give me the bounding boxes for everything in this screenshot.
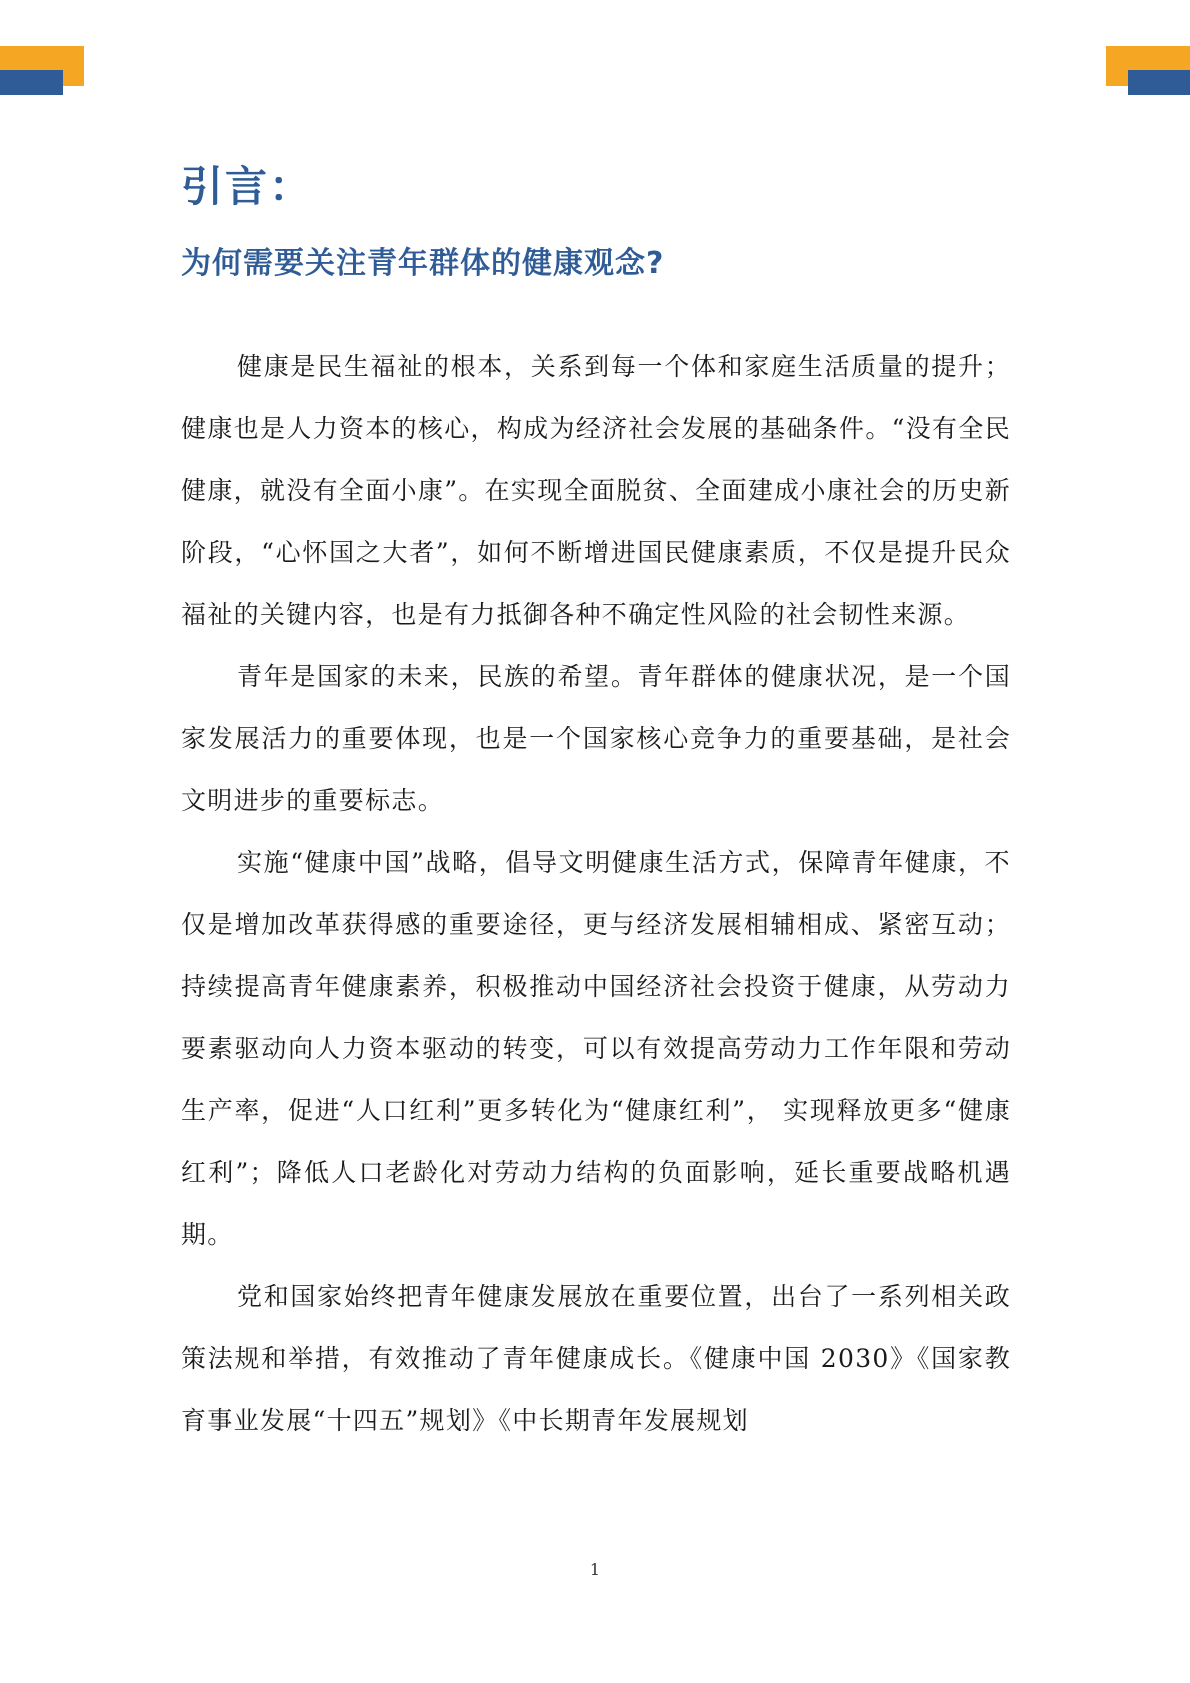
body-text: [181, 336, 1011, 1452]
paragraph-3: 实施“健康中国”战略，倡导文明健康生活方式，保障青年健康，不仅是增加改革获得感的重要途径，更与经济发展相辅相成、紧密互动；持续提高青年健康素养，积极推动中国经济社会投资于健康，从劳动力要素驱动向人力资本驱动的转变，可以有效提高劳动力工作年限和劳动生产率，促进“人口红利”更多转化为“健康红利”， 实现释放更多“健康红利”；降低人口老龄化对劳动力结构的负面影响，延长重要战略机遇期。: [181, 848, 1011, 1249]
paragraph-2: 青年是国家的未来，民族的希望。青年群体的健康状况，是一个国家发展活力的重要体现，也是一个国家核心竞争力的重要基础，是社会文明进步的重要标志。: [181, 662, 1011, 815]
page-title: 引言：: [181, 162, 314, 211]
paragraph-4: 党和国家始终把青年健康发展放在重要位置，出台了一系列相关政策法规和举措，有效推动了青年健康成长。《健康中国 2030》《国家教育事业发展“十四五”规划》《中长期青年发展规划: [181, 1282, 1011, 1435]
corner-decoration-blue-right: [1128, 70, 1190, 95]
corner-decoration-blue-left: [0, 70, 63, 95]
page-number: 1: [589, 1560, 601, 1579]
paragraph-1: 健康是民生福祉的根本，关系到每一个体和家庭生活质量的提升；健康也是人力资本的核心，构成为经济社会发展的基础条件。“没有全民健康，就没有全面小康”。在实现全面脱贫、全面建成小康社会的历史新阶段，“心怀国之大者”，如何不断增进国民健康素质，不仅是提升民众福祉的关键内容，也是有力抵御各种不确定性风险的社会韧性来源。: [181, 352, 1011, 629]
section-subtitle: 为何需要关注青年群体的健康观念?: [181, 246, 665, 281]
